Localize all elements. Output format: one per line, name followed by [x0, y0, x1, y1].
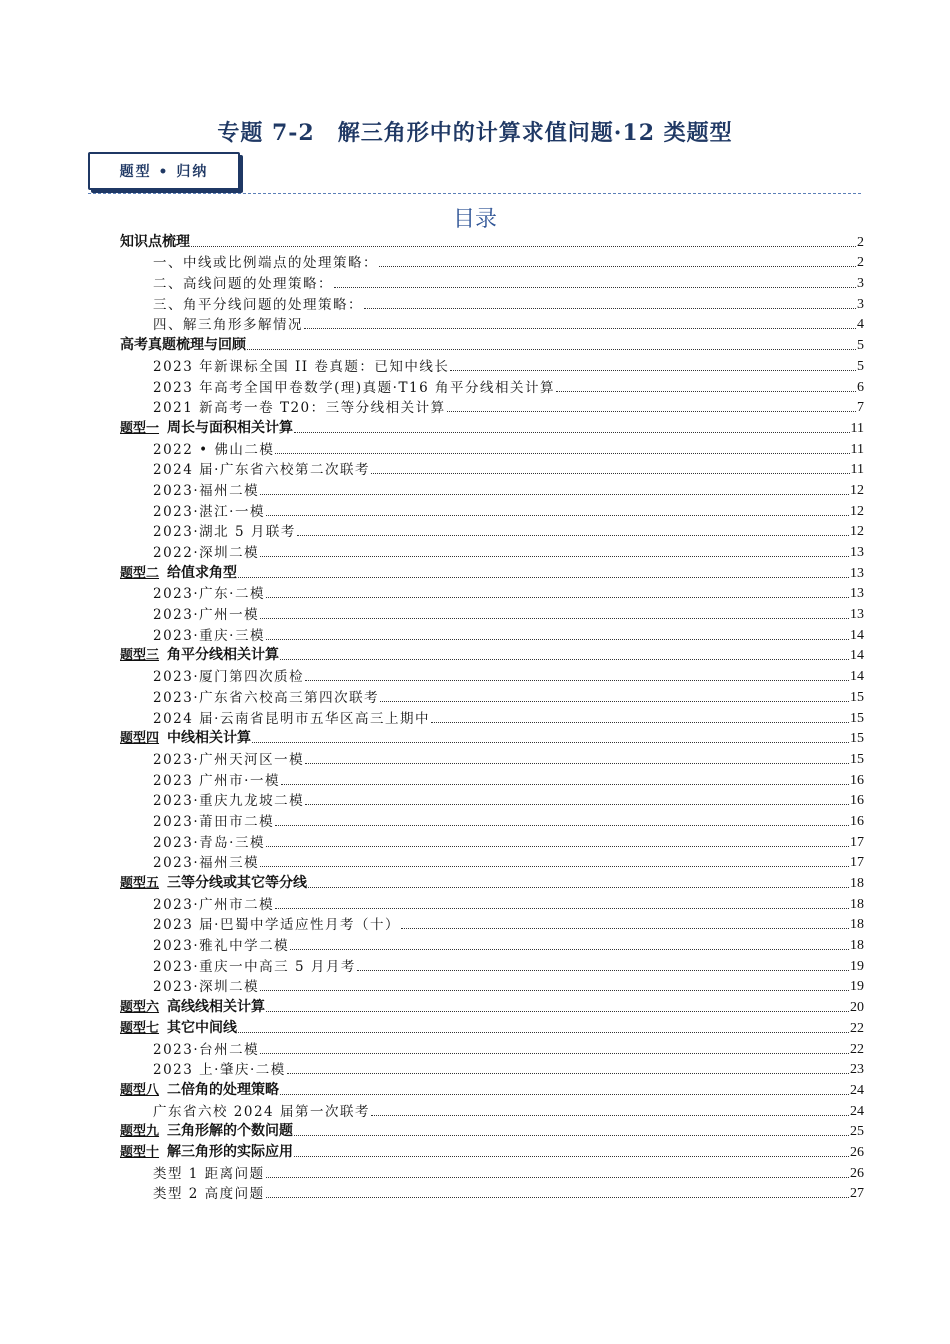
toc-page-number: 14: [850, 627, 864, 643]
toc-dot-leader: [305, 804, 849, 805]
toc-page-number: 19: [850, 979, 864, 995]
toc-entry-text: 2023 广州市·一模: [153, 772, 280, 789]
toc-dot-leader: [290, 949, 849, 950]
toc-entry-label: [120, 582, 265, 602]
toc-entry-text: 四、解三角形多解情况: [153, 317, 303, 334]
toc-entry-label: [120, 355, 449, 375]
toc-dot-leader: [275, 908, 849, 909]
table-of-contents: [120, 230, 864, 1202]
toc-entry-label: [120, 272, 333, 292]
toc-dot-leader: [357, 970, 849, 971]
toc-entry-label: [120, 872, 307, 892]
toc-page-number: 7: [857, 400, 864, 416]
toc-entry-label: [120, 1017, 237, 1037]
toc-entry-label: [120, 334, 246, 354]
toc-entry-text: 广东省六校 2024 届第一次联考: [153, 1103, 370, 1120]
toc-type-tag: 题型一: [120, 420, 160, 436]
toc-dot-leader: [305, 763, 849, 764]
toc-dot-leader: [297, 535, 849, 536]
toc-dot-leader: [294, 432, 850, 433]
toc-entry-text: 中线相关计算: [167, 730, 252, 747]
toc-entry-label: [120, 955, 356, 975]
toc-dot-leader: [334, 287, 856, 288]
toc-dot-leader: [260, 556, 849, 557]
toc-type-tag: 题型七: [120, 1020, 160, 1036]
toc-page-number: 15: [850, 710, 864, 726]
toc-entry-text: 2024 届·广东省六校第二次联考: [153, 462, 370, 479]
toc-entry-label: [120, 541, 259, 561]
toc-entry-label: [120, 293, 363, 313]
toc-section-entry[interactable]: [120, 1016, 864, 1037]
toc-page-number: 22: [850, 1020, 864, 1036]
toc-dot-leader: [380, 701, 849, 702]
toc-entry-label: [120, 1038, 259, 1058]
toc-dot-leader: [371, 473, 850, 474]
toc-page-number: 11: [850, 441, 864, 457]
toc-subentry[interactable]: [120, 913, 864, 934]
toc-subentry[interactable]: [120, 1182, 864, 1203]
toc-entry-label: [120, 438, 274, 458]
toc-subentry[interactable]: [120, 499, 864, 520]
toc-dot-leader: [364, 308, 856, 309]
toc-dot-leader: [260, 618, 849, 619]
toc-section-entry[interactable]: [120, 871, 864, 892]
toc-dot-leader: [266, 597, 849, 598]
toc-entry-label: [120, 975, 259, 995]
toc-entry-text: 2023 年新课标全国 II 卷真题：已知中线长: [153, 358, 450, 375]
toc-entry-label: [120, 251, 378, 271]
toc-dot-leader: [266, 1011, 849, 1012]
toc-entry-label: [120, 1079, 279, 1099]
toc-entry-text: 2021 新高考一卷 T20：三等分线相关计算: [153, 400, 446, 417]
toc-entry-text: 给值求角型: [167, 564, 238, 581]
toc-page-number: 13: [850, 607, 864, 623]
toc-dot-leader: [266, 639, 849, 640]
toc-type-tag: 题型四: [120, 731, 160, 747]
toc-entry-text: 2022 • 佛山二模: [153, 441, 275, 458]
toc-subentry[interactable]: [120, 664, 864, 685]
toc-entry-label: [120, 458, 370, 478]
toc-dot-leader: [260, 1053, 849, 1054]
toc-dot-leader: [260, 990, 849, 991]
toc-page-number: 19: [850, 958, 864, 974]
toc-entry-label: [120, 624, 265, 644]
toc-entry-text: 2023 年高考全国甲卷数学(理)真题·T16 角平分线相关计算: [153, 379, 555, 396]
toc-entry-label: [120, 1141, 293, 1161]
toc-subentry[interactable]: [120, 520, 864, 541]
toc-page-number: 2: [857, 255, 864, 271]
toc-page-number: 15: [850, 731, 864, 747]
toc-subentry[interactable]: [120, 1058, 864, 1079]
toc-page-number: 14: [850, 648, 864, 664]
toc-page-number: 5: [857, 338, 864, 354]
toc-page-number: 6: [857, 379, 864, 395]
toc-entry-text: 2023·重庆一中高三 5 月月考: [153, 958, 356, 975]
toc-dot-leader: [280, 659, 849, 660]
toc-section-entry[interactable]: [120, 727, 864, 748]
toc-entry-label: [120, 665, 304, 685]
toc-dot-leader: [287, 1073, 849, 1074]
toc-subentry[interactable]: [120, 1037, 864, 1058]
toc-entry-text: 2022·深圳二模: [153, 545, 260, 561]
toc-page-number: 18: [850, 917, 864, 933]
toc-entry-text: 2023·广州天河区一模: [153, 751, 305, 768]
toc-entry-text: 2023·福州二模: [153, 482, 260, 499]
toc-entry-label: [120, 810, 274, 830]
toc-entry-text: 2024 届·云南省昆明市五华区高三上期中: [153, 710, 430, 727]
toc-entry-label: [120, 1058, 286, 1078]
toc-dot-leader: [379, 266, 856, 267]
toc-subentry[interactable]: [120, 292, 864, 313]
document-title: 专题 7-2 解三角形中的计算求值问题·12 类题型: [217, 120, 733, 146]
toc-type-tag: 题型二: [120, 565, 160, 581]
toc-entry-label: [120, 313, 303, 333]
toc-page-number: 17: [850, 855, 864, 871]
toc-dot-leader: [308, 887, 849, 888]
toc-page-number: 16: [850, 793, 864, 809]
toc-dot-leader: [260, 866, 849, 867]
toc-subentry[interactable]: [120, 768, 864, 789]
toc-entry-label: [120, 769, 280, 789]
toc-entry-text: 2023·广州一模: [153, 607, 260, 624]
toc-entry-text: 一、中线或比例端点的处理策略：: [153, 255, 378, 272]
toc-dot-leader: [280, 1094, 849, 1095]
toc-entry-text: 三角形解的个数问题: [167, 1123, 294, 1140]
toc-subentry[interactable]: [120, 933, 864, 954]
toc-subentry[interactable]: [120, 458, 864, 479]
toc-entry-label: [120, 1182, 265, 1202]
toc-dot-leader: [275, 453, 849, 454]
toc-page-number: 16: [850, 772, 864, 788]
toc-dot-leader: [305, 680, 849, 681]
toc-entry-text: 2023·厦门第四次质检: [153, 669, 305, 686]
toc-subentry[interactable]: [120, 789, 864, 810]
toc-page-number: 11: [850, 420, 864, 436]
toc-entry-label: [120, 417, 293, 437]
toc-subentry[interactable]: [120, 975, 864, 996]
toc-subentry[interactable]: [120, 809, 864, 830]
toc-page-number: 15: [850, 751, 864, 767]
toc-entry-text: 解三角形的实际应用: [167, 1143, 294, 1160]
toc-type-tag: 题型八: [120, 1082, 160, 1098]
toc-entry-text: 2023·重庆·三模: [153, 627, 265, 644]
toc-subentry[interactable]: [120, 437, 864, 458]
toc-page-number: 25: [850, 1124, 864, 1140]
toc-entry-text: 2023·台州二模: [153, 1041, 260, 1058]
toc-dot-leader: [238, 577, 849, 578]
toc-dot-leader: [266, 515, 849, 516]
toc-entry-text: 二、高线问题的处理策略：: [153, 276, 333, 293]
toc-page-number: 23: [850, 1062, 864, 1078]
toc-subentry[interactable]: [120, 271, 864, 292]
toc-entry-label: [120, 562, 237, 582]
toc-dot-leader: [275, 825, 849, 826]
toc-entry-label: [120, 231, 190, 251]
toc-page-number: 13: [850, 586, 864, 602]
toc-entry-label: [120, 1100, 370, 1120]
toc-entry-text: 其它中间线: [167, 1019, 238, 1036]
toc-dot-leader: [450, 370, 856, 371]
toc-subentry[interactable]: [120, 582, 864, 603]
toc-subentry[interactable]: [120, 685, 864, 706]
toc-entry-label: [120, 748, 304, 768]
toc-page-number: 18: [850, 876, 864, 891]
toc-subentry[interactable]: [120, 830, 864, 851]
toc-entry-text: 2023·雅礼中学二模: [153, 938, 290, 955]
toc-subentry[interactable]: [120, 954, 864, 975]
toc-subentry[interactable]: [120, 313, 864, 334]
toc-page-number: 16: [850, 813, 864, 829]
toc-dot-leader: [266, 846, 849, 847]
toc-page-number: 12: [850, 524, 864, 540]
toc-dot-leader: [266, 1197, 849, 1198]
toc-type-tag: 题型六: [120, 1000, 160, 1016]
toc-subentry[interactable]: [120, 396, 864, 417]
toc-entry-text: 2023 上·肇庆·二模: [153, 1062, 286, 1079]
toc-entry-label: [120, 707, 430, 727]
toc-entry-text: 2023·青岛·三模: [153, 834, 265, 851]
toc-section-entry[interactable]: [120, 1120, 864, 1141]
toc-subentry[interactable]: [120, 478, 864, 499]
toc-section-entry[interactable]: [120, 416, 864, 437]
toc-page-number: 4: [857, 317, 864, 333]
toc-page-number: 27: [850, 1186, 864, 1202]
toc-entry-text: 知识点梳理: [120, 233, 190, 250]
toc-entry-text: 2023 届·巴蜀中学适应性月考（十）: [153, 917, 400, 934]
toc-type-tag: 题型五: [120, 876, 160, 891]
toc-entry-text: 2023·广东·二模: [153, 586, 265, 603]
toc-entry-text: 类型 2 高度问题: [153, 1186, 265, 1203]
toc-page-number: 3: [857, 276, 864, 292]
toc-type-tag: 题型三: [120, 648, 160, 664]
toc-entry-label: [120, 893, 274, 913]
toc-subentry[interactable]: [120, 747, 864, 768]
toc-section-entry[interactable]: [120, 561, 864, 582]
toc-entry-label: [120, 396, 446, 416]
toc-page-number: 17: [850, 834, 864, 850]
toc-section-entry[interactable]: [120, 644, 864, 665]
toc-section-entry[interactable]: [120, 995, 864, 1016]
toc-page-number: 11: [850, 462, 864, 478]
toc-subentry[interactable]: [120, 1161, 864, 1182]
toc-entry-text: 二倍角的处理策略: [167, 1081, 280, 1098]
toc-dot-leader: [304, 328, 856, 329]
toc-subentry[interactable]: [120, 540, 864, 561]
toc-entry-label: [120, 789, 304, 809]
toc-entry-label: [120, 727, 251, 747]
section-badge: 题型 • 归纳: [88, 152, 240, 190]
toc-entry-text: 角平分线相关计算: [167, 647, 280, 664]
toc-entry-label: [120, 913, 400, 933]
toc-section-entry[interactable]: [120, 1140, 864, 1161]
toc-entry-label: [120, 851, 259, 871]
toc-page-number: 24: [850, 1103, 864, 1119]
toc-entry-label: [120, 686, 379, 706]
toc-entry-label: [120, 500, 265, 520]
toc-entry-text: 2023·湖北 5 月联考: [153, 524, 296, 541]
toc-entry-text: 2023·福州三模: [153, 855, 260, 872]
toc-entry-label: [120, 603, 259, 623]
toc-entry-label: [120, 1120, 293, 1140]
toc-page-number: 15: [850, 689, 864, 705]
toc-dot-leader: [238, 1032, 849, 1033]
toc-entry-text: 三、角平分线问题的处理策略：: [153, 296, 363, 313]
toc-page-number: 12: [850, 482, 864, 498]
toc-subentry[interactable]: [120, 354, 864, 375]
toc-page-number: 12: [850, 503, 864, 519]
toc-dot-leader: [260, 494, 849, 495]
toc-dot-leader: [252, 742, 849, 743]
toc-entry-label: [120, 1162, 265, 1182]
toc-entry-label: [120, 479, 259, 499]
toc-dot-leader: [556, 391, 856, 392]
toc-page-number: 26: [850, 1144, 864, 1160]
toc-subentry[interactable]: [120, 623, 864, 644]
toc-dot-leader: [266, 1177, 849, 1178]
toc-subentry[interactable]: [120, 1099, 864, 1120]
toc-entry-text: 2023·深圳二模: [153, 979, 260, 996]
toc-entry-text: 2023·重庆九龙坡二模: [153, 793, 305, 810]
toc-page-number: 14: [850, 669, 864, 685]
toc-type-tag: 题型九: [120, 1124, 160, 1140]
toc-page-number: 2: [857, 234, 864, 250]
toc-page-number: 22: [850, 1041, 864, 1057]
toc-dot-leader: [247, 349, 856, 350]
toc-page-number: 26: [850, 1165, 864, 1181]
toc-entry-text: 三等分线或其它等分线: [167, 875, 308, 891]
toc-entry-label: [120, 934, 289, 954]
toc-section-entry[interactable]: [120, 333, 864, 354]
toc-page-number: 13: [850, 545, 864, 560]
toc-section-entry[interactable]: [120, 230, 864, 251]
toc-page-number: 20: [850, 1000, 864, 1016]
toc-dot-leader: [191, 246, 856, 247]
toc-entry-text: 2023·莆田市二模: [153, 813, 275, 830]
toc-dot-leader: [431, 722, 849, 723]
toc-entry-text: 2023·广东省六校高三第四次联考: [153, 689, 380, 706]
toc-dot-leader: [371, 1115, 849, 1116]
dashed-divider: [88, 193, 861, 194]
toc-entry-label: [120, 376, 555, 396]
toc-entry-label: [120, 831, 265, 851]
toc-dot-leader: [401, 928, 849, 929]
toc-dot-leader: [447, 411, 856, 412]
toc-page-number: 18: [850, 938, 864, 954]
toc-entry-text: 2023·广州市二模: [153, 896, 275, 913]
toc-subentry[interactable]: [120, 602, 864, 623]
toc-subentry[interactable]: [120, 375, 864, 396]
toc-entry-text: 高考真题梳理与回顾: [120, 337, 246, 354]
toc-subentry[interactable]: [120, 892, 864, 913]
toc-entry-label: [120, 644, 279, 664]
toc-entry-text: 周长与面积相关计算: [167, 419, 294, 436]
toc-section-entry[interactable]: [120, 1078, 864, 1099]
toc-dot-leader: [294, 1135, 849, 1136]
toc-entry-text: 2023·湛江·一模: [153, 503, 265, 520]
toc-subentry[interactable]: [120, 706, 864, 727]
toc-dot-leader: [281, 784, 849, 785]
toc-entry-label: [120, 996, 265, 1016]
toc-entry-text: 高线线相关计算: [167, 999, 266, 1016]
toc-entry-text: 类型 1 距离问题: [153, 1165, 265, 1182]
toc-page-number: 24: [850, 1082, 864, 1098]
toc-page-number: 18: [850, 896, 864, 912]
toc-page-number: 13: [850, 565, 864, 581]
toc-dot-leader: [294, 1156, 849, 1157]
toc-page-number: 3: [857, 296, 864, 312]
toc-entry-label: [120, 520, 296, 540]
toc-subentry[interactable]: [120, 251, 864, 272]
toc-type-tag: 题型十: [120, 1144, 160, 1160]
toc-subentry[interactable]: [120, 851, 864, 872]
toc-heading: 目录: [452, 207, 497, 232]
toc-page-number: 5: [857, 358, 864, 374]
